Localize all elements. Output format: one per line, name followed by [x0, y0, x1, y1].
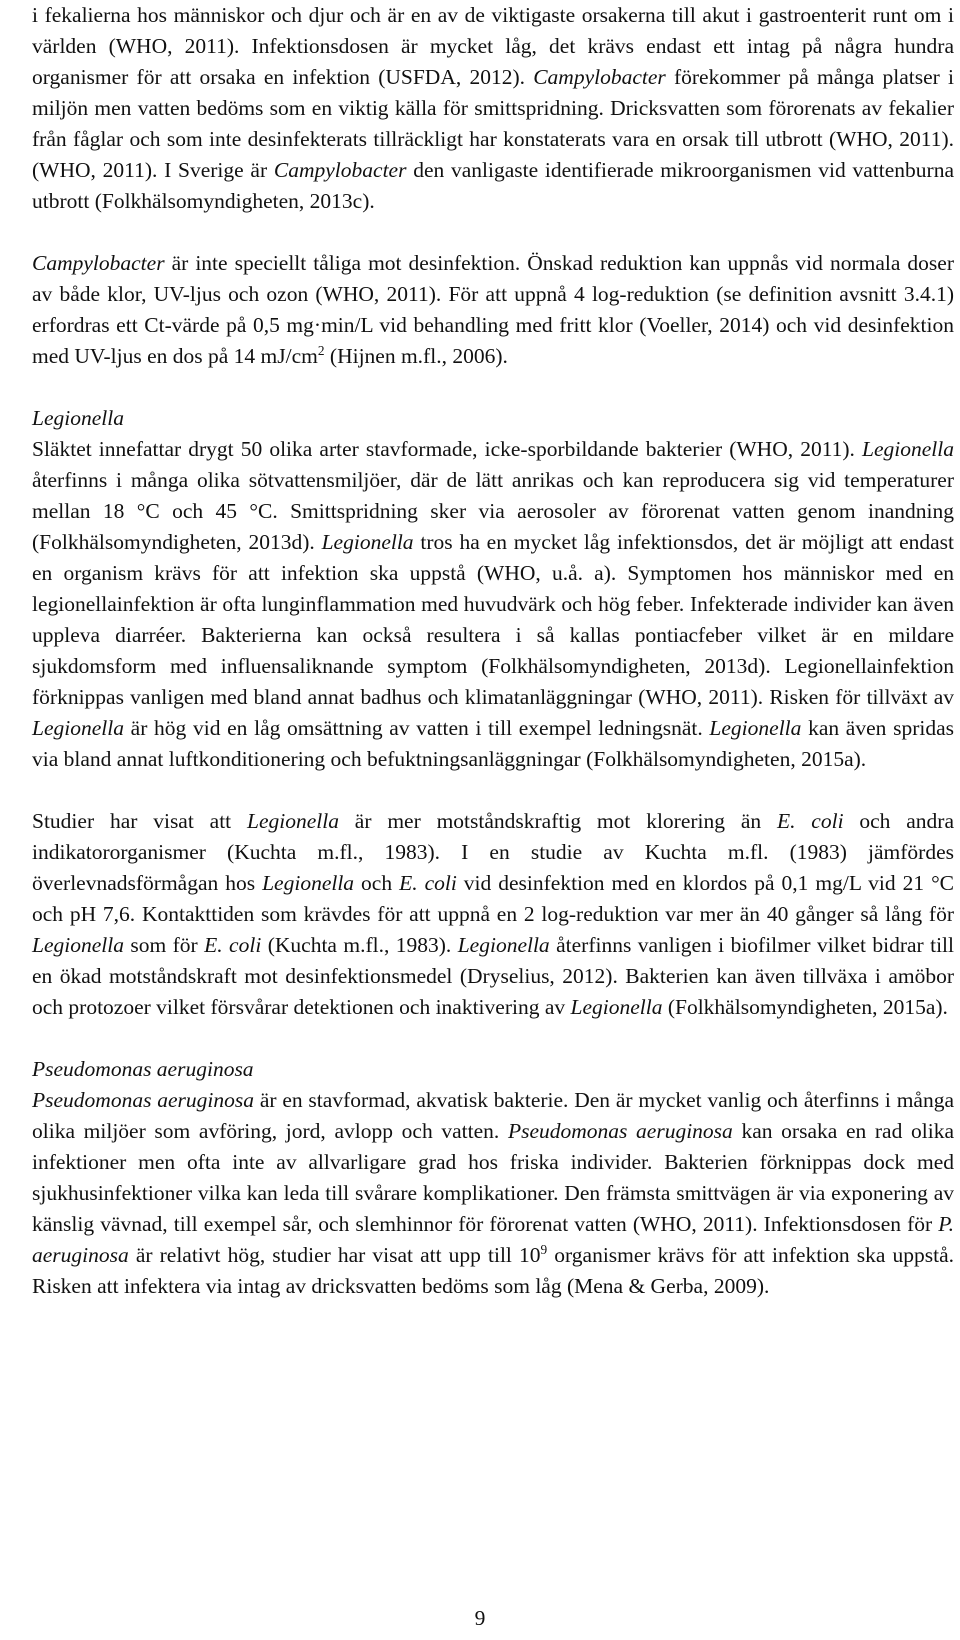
text-run: är hög vid en låg omsättning av vatten i till exempel ledningsnät.	[123, 716, 710, 740]
section-heading	[32, 403, 954, 434]
section-heading	[32, 1054, 954, 1085]
paragraph-gap	[32, 372, 954, 403]
italic-term: E. coli	[204, 933, 262, 957]
italic-term: E. coli	[399, 871, 457, 895]
italic-term: Legionella	[570, 995, 663, 1019]
paragraph-gap	[32, 217, 954, 248]
text-run: återfinns i många olika sötvattensmiljöer, där de lätt anrikas och kan reproducera sig vid temperaturer mellan 18 °C och 45 °C. Smittspridning sker via aerosoler av förorenat vatten genom inandning (Folkhälsomyndigheten, 2013d).	[32, 468, 954, 554]
text-run: (Hijnen m.fl., 2006).	[324, 344, 508, 368]
italic-term: Pseudomonas aeruginosa	[507, 1119, 733, 1143]
text-run: kan även spridas via bland annat luftkonditionering och befuktningsanläggningar (Folkhälsomyndigheten, 2015a).	[32, 716, 954, 771]
italic-term: Legionella	[457, 933, 550, 957]
italic-term: Campylobacter	[533, 65, 666, 89]
text-run: vid desinfektion med en klordos på 0,1 mg/L vid 21 °C och pH 7,6. Kontakttiden som krävdes för att uppnå en 2 log-reduktion var mer än 40 gånger så lång för	[32, 871, 955, 926]
italic-term: Legionella	[262, 871, 355, 895]
text-run: är mer motståndskraftig mot klorering än	[338, 809, 777, 833]
italic-term: P. aeruginosa	[32, 1212, 954, 1267]
text-run: organismer krävs för att infektion ska uppstå. Risken att infektera via intag av dricksvatten bedöms som låg (Mena & Gerba, 2009).	[32, 1243, 954, 1298]
body-text	[32, 0, 954, 1302]
text-run: och andra indikatororganismer (Kuchta m.fl., 1983). I en studie av Kuchta m.fl. (1983) jämfördes överlevnadsförmågan hos	[32, 809, 955, 895]
italic-term: Legionella	[862, 437, 954, 461]
paragraph-gap	[32, 775, 954, 806]
text-run: förekommer på många platser i miljön men vatten bedöms som en viktig källa för smittspridning. Dricksvatten som förorenats av fekalier från fåglar och som inte desinfekterats tillräckligt har konstaterats vara en orsak till utbrott (WHO, 2011). (WHO, 2011). I Sverige är	[32, 65, 954, 182]
italic-term: Legionella	[709, 716, 802, 740]
text-run: är relativt hög, studier har visat att upp till 10	[128, 1243, 541, 1267]
paragraph	[32, 248, 954, 372]
text-run: i fekalierna hos människor och djur och är en av de viktigaste orsakerna till akut i gastroenterit runt om i världen (WHO, 2011). Infektionsdosen är mycket låg, det krävs endast ett intag på några hundra organismer för att orsaka en infektion (USFDA, 2012).	[32, 3, 954, 89]
italic-term: Legionella	[32, 406, 124, 430]
page-number: 9	[474, 1606, 486, 1630]
italic-term: Pseudomonas aeruginosa	[32, 1057, 254, 1081]
text-run: Släktet innefattar drygt 50 olika arter stavformade, icke-sporbildande bakterier (WHO, 2011).	[32, 437, 863, 461]
italic-term: Legionella	[32, 716, 124, 740]
text-run: Studier har visat att	[32, 809, 247, 833]
paragraph	[32, 434, 954, 775]
text-run: kan orsaka en rad olika infektioner men ofta inte av allvarligare grad hos friska individer. Bakterien förknippas dock med sjukhusinfektioner vilka kan leda till svårare komplikationer. Den främsta smittvägen är via exponering av känslig vävnad, till exempel sår, och slemhinnor för förorenat vatten (WHO, 2011). Infektionsdosen för	[32, 1119, 955, 1236]
text-run: är inte speciellt tåliga mot desinfektion. Önskad reduktion kan uppnås vid normala doser av både klor, UV-ljus och ozon (WHO, 2011). För att uppnå 4 log-reduktion (se definition avsnitt 3.4.1) erfordras ett Ct-värde på 0,5 mg·min/L vid behandling med fritt klor (Voeller, 2014) och vid desinfektion med UV-ljus en dos på 14 mJ/cm	[32, 251, 954, 368]
text-run: (Folkhälsomyndigheten, 2015a).	[662, 995, 948, 1019]
text-run: är en stavformad, akvatisk bakterie. Den är mycket vanlig och återfinns i många olika miljöer som avföring, jord, avlopp och vatten.	[32, 1088, 954, 1143]
italic-term: E. coli	[776, 809, 844, 833]
italic-term: Legionella	[246, 809, 339, 833]
superscript: 2	[317, 342, 325, 358]
paragraph-gap	[32, 1023, 954, 1054]
italic-term: Legionella	[321, 530, 414, 554]
text-run: den vanligaste identifierade mikroorganismen vid vattenburna utbrott (Folkhälsomyndigheten, 2013c).	[32, 158, 955, 213]
text-run: och	[354, 871, 400, 895]
italic-term: Campylobacter	[32, 251, 165, 275]
superscript: 9	[540, 1241, 548, 1257]
paragraph	[32, 0, 954, 217]
text-run: tros ha en mycket låg infektionsdos, det är möjligt att endast en organism krävs för att infektion ska uppstå (WHO, u.å. a). Symptomen hos människor med en legionellainfektion är ofta lunginflammation med huvudvärk och hög feber. Infekterade individer kan även uppleva diarréer. Bakterierna kan också resultera i så kallas pontiacfeber vilket är en mildare sjukdomsform med influensaliknande symptom (Folkhälsomyndigheten, 2013d). Legionellainfektion förknippas vanligen med bland annat badhus och klimatanläggningar (WHO, 2011). Risken för tillväxt av	[32, 530, 954, 709]
paragraph	[32, 1085, 954, 1302]
text-run: (Kuchta m.fl., 1983).	[261, 933, 458, 957]
italic-term: Legionella	[32, 933, 124, 957]
text-run: som för	[123, 933, 205, 957]
text-run: återfinns vanligen i biofilmer vilket bidrar till en ökad motståndskraft mot desinfektionsmedel (Dryselius, 2012). Bakterien kan även tillväxa i amöbor och protozoer vilket försvårar detektionen och inaktivering av	[32, 933, 955, 1019]
paragraph	[32, 806, 954, 1023]
italic-term: Campylobacter	[273, 158, 407, 182]
document-page	[32, 0, 954, 1302]
italic-term: Pseudomonas aeruginosa	[32, 1088, 254, 1112]
